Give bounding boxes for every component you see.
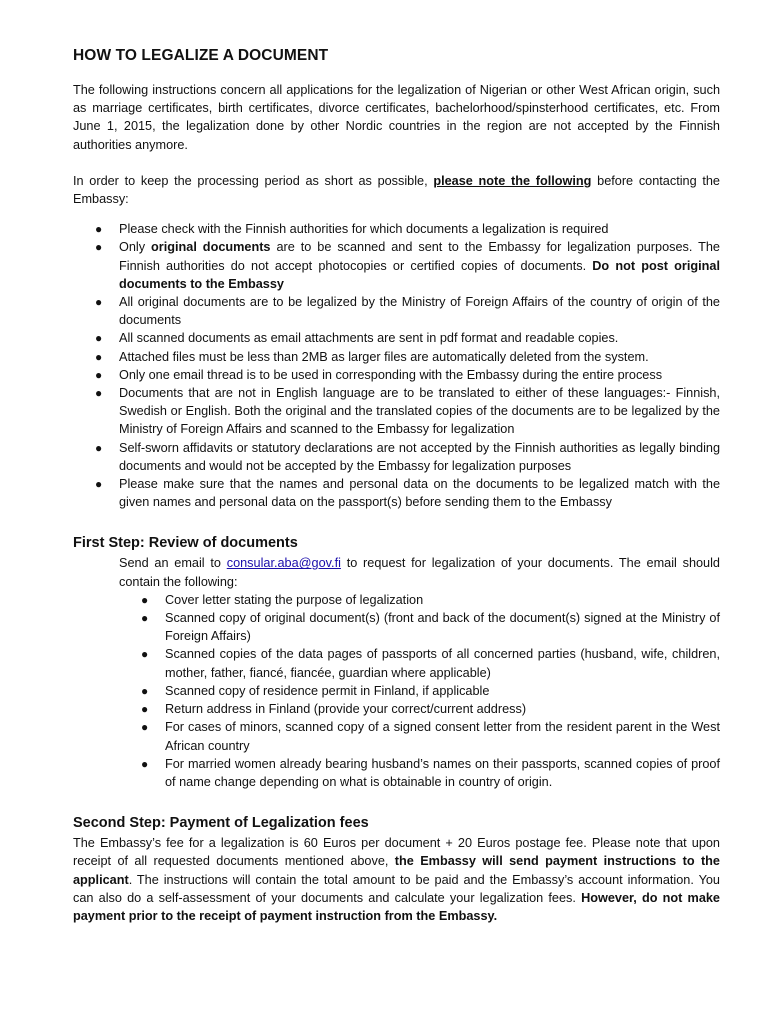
list-item bbox=[73, 293, 720, 329]
list-item bbox=[73, 329, 720, 347]
list-item bbox=[119, 718, 720, 754]
bullet-icon: ● bbox=[95, 367, 103, 382]
bullet-icon: ● bbox=[141, 592, 149, 607]
list-item-text: Documents that are not in English language are to be translated to either of these languages:- Finnish, Swedish or English. Both the original and the translated copies of the documents are to be legalized by the Ministry of Foreign Affairs and scanned to the Embassy for legalization bbox=[119, 386, 720, 437]
list-item-text: are to be scanned and sent to the Embassy for legalization purposes. The Finnish authorities do not accept photocopies or certified copies of documents. bbox=[119, 240, 720, 273]
step1-heading: First Step: Review of documents bbox=[73, 535, 298, 552]
list-item-text: All scanned documents as email attachments are sent in pdf format and readable copies. bbox=[119, 331, 619, 346]
step1-intro-pre: Send an email to bbox=[119, 556, 227, 571]
list-item bbox=[73, 384, 720, 439]
step1-intro bbox=[73, 554, 720, 590]
list-item bbox=[73, 439, 720, 475]
page-title: HOW TO LEGALIZE A DOCUMENT bbox=[73, 47, 329, 64]
list-item bbox=[119, 682, 720, 700]
intro-paragraph: The following instructions concern all applications for the legalization of Nigerian or other West African origin, such as marriage certificates, birth certificates, divorce certificates, bachelorhood/spinsterhood certificates, etc. From June 1, 2015, the legalization done by other Nordic countries in the region are not accepted by the Finnish authorities anymore. bbox=[73, 83, 720, 152]
bullet-icon: ● bbox=[141, 611, 149, 626]
list-item bbox=[73, 238, 720, 293]
bullet-icon: ● bbox=[141, 683, 149, 698]
bullet-icon: ● bbox=[95, 331, 103, 346]
email-link[interactable]: consular.aba@gov.fi bbox=[226, 556, 341, 571]
bullet-icon: ● bbox=[141, 720, 149, 735]
list-item bbox=[73, 348, 720, 366]
bullet-icon: ● bbox=[141, 702, 149, 717]
bullet-icon: ● bbox=[95, 240, 103, 255]
step2-heading: Second Step: Payment of Legalization fees bbox=[73, 815, 369, 832]
list-item-text: Only one email thread is to be used in corresponding with the Embassy during the entire process bbox=[119, 367, 663, 382]
list-item-text: Scanned copies of the data pages of passports of all concerned parties (husband, wife, children, mother, father, fiancé, fiancée, guardian where applicable) bbox=[165, 647, 720, 680]
list-item bbox=[73, 366, 720, 384]
step2-paragraph bbox=[73, 834, 720, 925]
processing-text-before: In order to keep the processing period as short as possible, bbox=[73, 173, 434, 188]
bullet-icon: ● bbox=[141, 756, 149, 771]
step1-intro-post: to request for legalization of your documents. The email should contain the following: bbox=[119, 556, 720, 589]
step1-list bbox=[73, 591, 720, 791]
bullet-icon: ● bbox=[95, 222, 103, 237]
processing-text-after: before contacting the Embassy: bbox=[73, 173, 720, 207]
processing-paragraph bbox=[73, 172, 720, 208]
list-item bbox=[73, 475, 720, 511]
bullet-icon: ● bbox=[95, 477, 103, 492]
list-item bbox=[119, 755, 720, 791]
list-item-text: Please check with the Finnish authorities for which documents a legalization is required bbox=[119, 222, 609, 237]
list-item-text: Scanned copy of residence permit in Finland, if applicable bbox=[165, 683, 490, 698]
list-item-text: Cover letter stating the purpose of legalization bbox=[165, 592, 424, 607]
bullet-icon: ● bbox=[95, 440, 103, 455]
list-item-text: Return address in Finland (provide your correct/current address) bbox=[165, 702, 527, 717]
list-item bbox=[119, 645, 720, 681]
step2-text: . The instructions will contain the total amount to be paid and the Embassy’s account information. You can also do a self-assessment of your documents and calculate your legalization fees. bbox=[73, 872, 720, 905]
list-item-bold-text: Do not post original documents to the Embassy bbox=[119, 258, 720, 291]
list-item-text: Only bbox=[119, 240, 152, 255]
bullet-icon: ● bbox=[95, 295, 103, 310]
list-item bbox=[119, 700, 720, 718]
list-item-text: Attached files must be less than 2MB as larger files are automatically deleted from the system. bbox=[119, 349, 649, 364]
list-item-text: For married women already bearing husband’s names on their passports, scanned copies of proof of name change depending on what is obtainable in country of origin. bbox=[165, 756, 720, 789]
document-page bbox=[73, 46, 720, 925]
list-item-text: Please make sure that the names and personal data on the documents to be legalized match with the given names and personal data on the passport(s) before sending them to the Embassy bbox=[119, 477, 720, 510]
list-item bbox=[119, 591, 720, 609]
list-item-text: For cases of minors, scanned copy of a signed consent letter from the resident parent in the West African country bbox=[165, 720, 720, 753]
bullet-icon: ● bbox=[95, 349, 103, 364]
step2-bold-text: the Embassy will send payment instructions to the applicant bbox=[73, 854, 720, 887]
step2-text: The Embassy’s fee for a legalization is 60 Euros per document + 20 Euros postage fee. Please note that upon receipt of all requested documents mentioned above, bbox=[73, 836, 720, 869]
list-item bbox=[119, 609, 720, 645]
list-item-text: Self-sworn affidavits or statutory declarations are not accepted by the Finnish authorities as legally binding documents and would not be accepted by the Embassy for legalization purposes bbox=[119, 440, 720, 473]
step2-bold-text: However, do not make payment prior to the receipt of payment instruction from the Embassy. bbox=[73, 890, 720, 923]
bullet-icon: ● bbox=[141, 647, 149, 662]
list-item bbox=[73, 220, 720, 238]
spacer bbox=[73, 154, 720, 172]
list-item-text: Scanned copy of original document(s) (front and back of the document(s) signed at the Ministry of Foreign Affairs) bbox=[165, 611, 720, 644]
bullet-icon: ● bbox=[95, 386, 103, 401]
list-item-text: All original documents are to be legalized by the Ministry of Foreign Affairs of the country of origin of the documents bbox=[119, 295, 720, 328]
processing-emphasis: please note the following bbox=[433, 173, 592, 188]
requirements-list bbox=[73, 220, 720, 511]
list-item-bold-text: original documents bbox=[151, 240, 271, 255]
